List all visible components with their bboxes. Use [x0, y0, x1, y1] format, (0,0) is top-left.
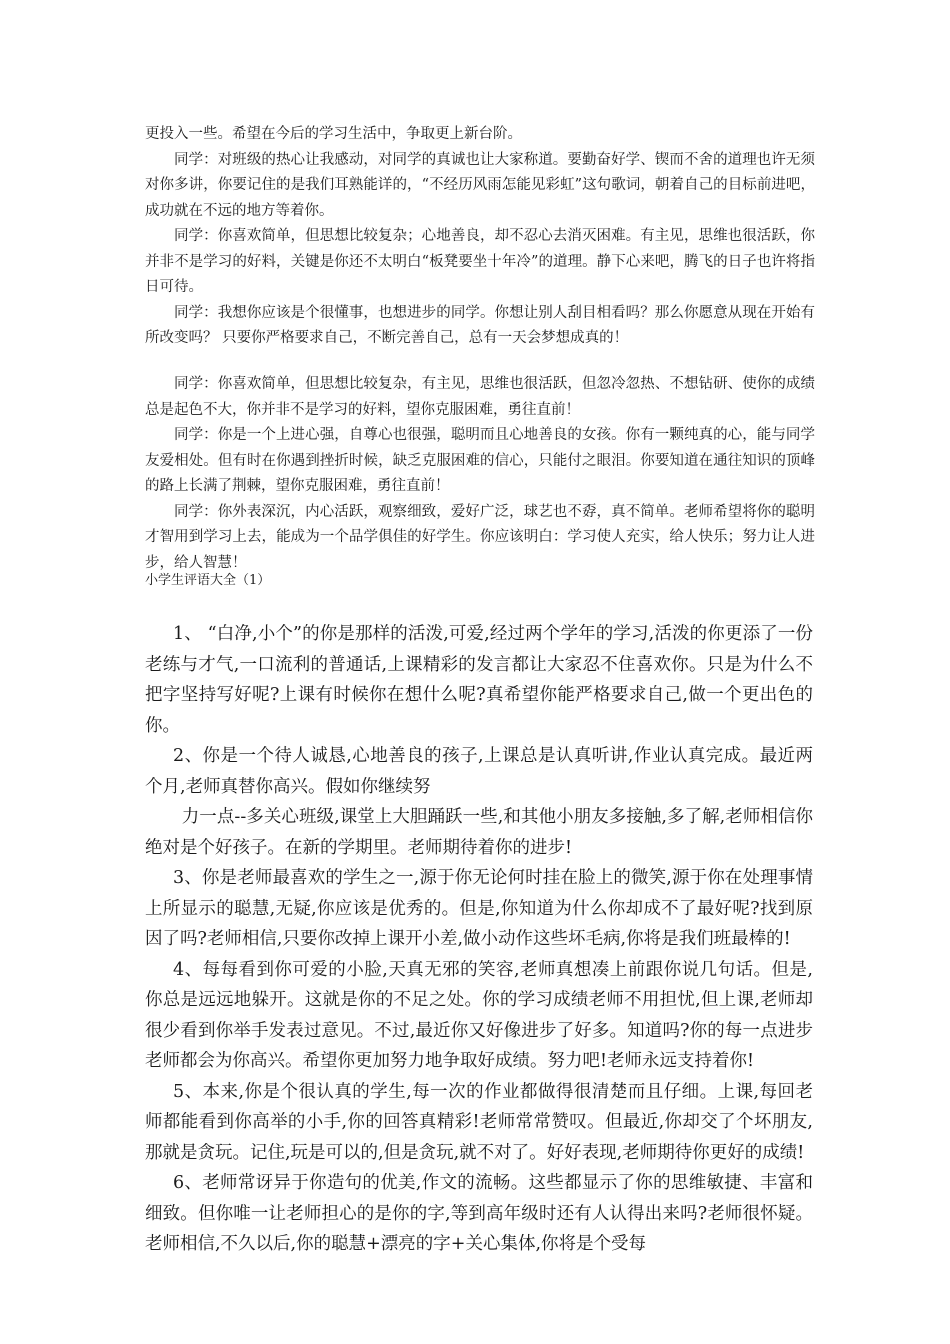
comment-paragraph: 4、每每看到你可爱的小脸,天真无邪的笑容,老师真想凑上前跟你说几句话。但是,你总是远远地躲开。这就是你的不足之处。你的学习成绩老师不用担忧,但上课,老师却很少看到你举手发表过意见。不过,最近你又好像进步了好多。知道吗?你的每一点进步老师都会为你高兴。希望你更加努力地争取好成绩。努力吧!老师永远支持着你! — [145, 959, 813, 1071]
comment-paragraph: 5、本来,你是个很认真的学生,每一次的作业都做得很清楚而且仔细。上课,每回老师都能看到你高举的小手,你的回答真精彩!老师常常赞叹。但最近,你却交了个坏朋友,那就是贪玩。记住,玩是可以的,但是贪玩,就不对了。好好表现,老师期待你更好的成绩! — [145, 1081, 813, 1163]
comment-paragraph: 力一点--多关心班级,课堂上大胆踊跃一些,和其他小朋友多接触,多了解,老师相信你绝对是个好孩子。在新的学期里。老师期待着你的进步! — [145, 807, 813, 858]
paragraph: 同学：你外表深沉，内心活跃，观察细致，爱好广泛，球艺也不孬，真不简单。老师希望将你的聪明才智用到学习上去，能成为一个品学俱佳的好学生。你应该明白：学习使人充实，给人快乐；努力让人进步，给人智慧！ — [145, 503, 815, 571]
comment-paragraph: 6、老师常讶异于你造句的优美,作文的流畅。这些都显示了你的思维敏捷、丰富和细致。但你唯一让老师担心的是你的字,等到高年级时还有人认得出来吗?老师很怀疑。老师相信,不久以后,你的聪慧+漂亮的字+关心集体,你将是个受每 — [145, 1173, 813, 1254]
paragraph: 同学：你是一个上进心强，自尊心也很强，聪明而且心地善良的女孩。你有一颗纯真的心，能与同学友爱相处。但有时在你遇到挫折时候，缺乏克服困难的信心，只能付之眼泪。你要知道在通往知识的顶峰的路上长满了荆棘，望你克服困难，勇往直前！ — [145, 427, 815, 494]
paragraph: 同学：你喜欢简单，但思想比较复杂，有主见，思维也很活跃，但忽冷忽热、不想钻研、使你的成绩总是起色不大，你并非不是学习的好料，望你克服困难，勇往直前！ — [145, 376, 815, 418]
comment-paragraph: 1、 “白净,小个”的你是那样的活泼,可爱,经过两个学年的学习,活泼的你更添了一份老练与才气,一口流利的普通话,上课精彩的发言都让大家忍不住喜欢你。只是为什么不把字坚持写好呢?上课有时候你在想什么呢?真希望你能严格要求自己,做一个更出色的你。 — [145, 624, 813, 736]
comment-paragraph: 2、你是一个待人诚恳,心地善良的孩子,上课总是认真听讲,作业认真完成。最近两个月,老师真替你高兴。假如你继续努 — [145, 746, 813, 797]
top-section — [145, 122, 815, 352]
comment-paragraph: 3、你是老师最喜欢的学生之一,源于你无论何时挂在脸上的微笑,源于你在处理事情上所显示的聪慧,无疑,你应该是优秀的。但是,你知道为什么你却成不了最好呢?找到原因了吗?老师相信,只要你改掉上课开小差,做小动作这些坏毛病,你将是我们班最棒的! — [145, 868, 813, 949]
section-title: 小学生评语大全（1） — [145, 573, 271, 588]
comments-section — [145, 619, 813, 1260]
middle-section — [145, 372, 815, 576]
paragraph: 同学：我想你应该是个很懂事，也想进步的同学。你想让别人刮目相看吗？那么你愿意从现在开始有所改变吗？ 只要你严格要求自己，不断完善自己，总有一天会梦想成真的！ — [145, 304, 815, 346]
paragraph: 同学：你喜欢简单，但思想比较复杂；心地善良，却不忍心去消灭困难。有主见，思维也很活跃，你并非不是学习的好料，关键是你还不太明白“板凳要坐十年冷”的道理。静下心来吧，腾飞的日子也许将指日可待。 — [145, 228, 815, 295]
paragraph: 更投入一些。希望在今后的学习生活中，争取更上新台阶。 — [145, 126, 522, 142]
paragraph: 同学：对班级的热心让我感动，对同学的真诚也让大家称道。要勤奋好学、锲而不舍的道理也许无须对你多讲，你要记住的是我们耳熟能详的，“不经历风雨怎能见彩虹”这句歌词，朝着自己的目标前进吧，成功就在不远的地方等着你。 — [145, 151, 815, 219]
